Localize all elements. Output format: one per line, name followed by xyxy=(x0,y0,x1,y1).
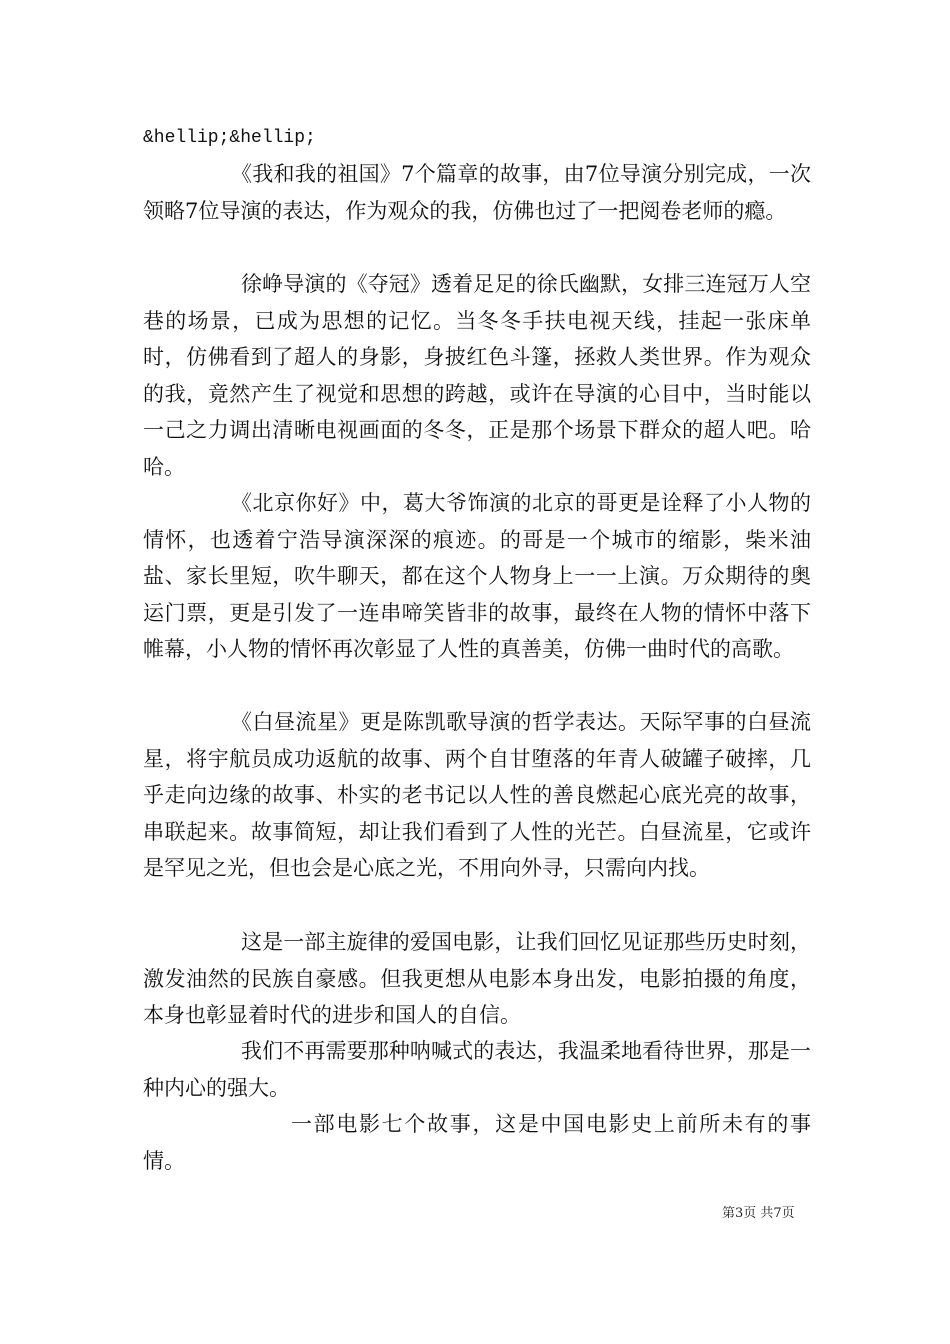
paragraph-baizhou-liuxing: 《白昼流星》更是陈凯歌导演的哲学表达。天际罕事的白昼流星，将宇航员成功返航的故事、两个自甘堕落的年青人破罐子破摔，几乎走向边缘的故事、朴实的老书记以人性的善良燃起心底光亮的故事，串联起来。故事简短，却让我们看到了人性的光芒。白昼流星，它或许是罕见之光，但也会是心底之光，不用向外寻，只需向内找。 xyxy=(143,710,811,881)
paragraph-intro: 《我和我的祖国》7个篇章的故事，由7位导演分别完成，一次领略7位导演的表达，作为观众的我，仿佛也过了一把阅卷老师的瘾。 xyxy=(143,162,811,223)
paragraph-inner-strength: 我们不再需要那种呐喊式的表达，我温柔地看待世界，那是一种内心的强大。 xyxy=(143,1039,811,1100)
paragraph-beijing-nihao: 《北京你好》中，葛大爷饰演的北京的哥更是诠释了小人物的情怀，也透着宁浩导演深深的痕迹。的哥是一个城市的缩影，柴米油盐、家长里短，吹牛聊天，都在这个人物身上一一上演。万众期待的奥运门票，更是引发了一连串啼笑皆非的故事，最终在人物的情怀中落下帷幕，小人物的情怀再次彰显了人性的真善美，仿佛一曲时代的高歌。 xyxy=(143,491,811,662)
paragraph-seven-stories: 一部电影七个故事，这是中国电影史上前所未有的事情。 xyxy=(143,1112,811,1173)
opening-line: &hellip;&hellip; xyxy=(143,128,316,148)
paragraph-patriotic-film: 这是一部主旋律的爱国电影，让我们回忆见证那些历史时刻，激发油然的民族自豪感。但我更想从电影本身出发，电影拍摄的角度，本身也彰显着时代的进步和国人的自信。 xyxy=(143,930,811,1028)
paragraph-duoguan: 徐峥导演的《夺冠》透着足足的徐氏幽默，女排三连冠万人空巷的场景，已成为思想的记忆。当冬冬手扶电视天线，挂起一张床单时，仿佛看到了超人的身影，身披红色斗篷，拯救人类世界。作为观众的我，竟然产生了视觉和思想的跨越，或许在导演的心目中，当时能以一己之力调出清晰电视画面的冬冬，正是那个场景下群众的超人吧。哈哈。 xyxy=(143,272,811,479)
page-number: 第3页 共7页 xyxy=(722,1206,795,1221)
